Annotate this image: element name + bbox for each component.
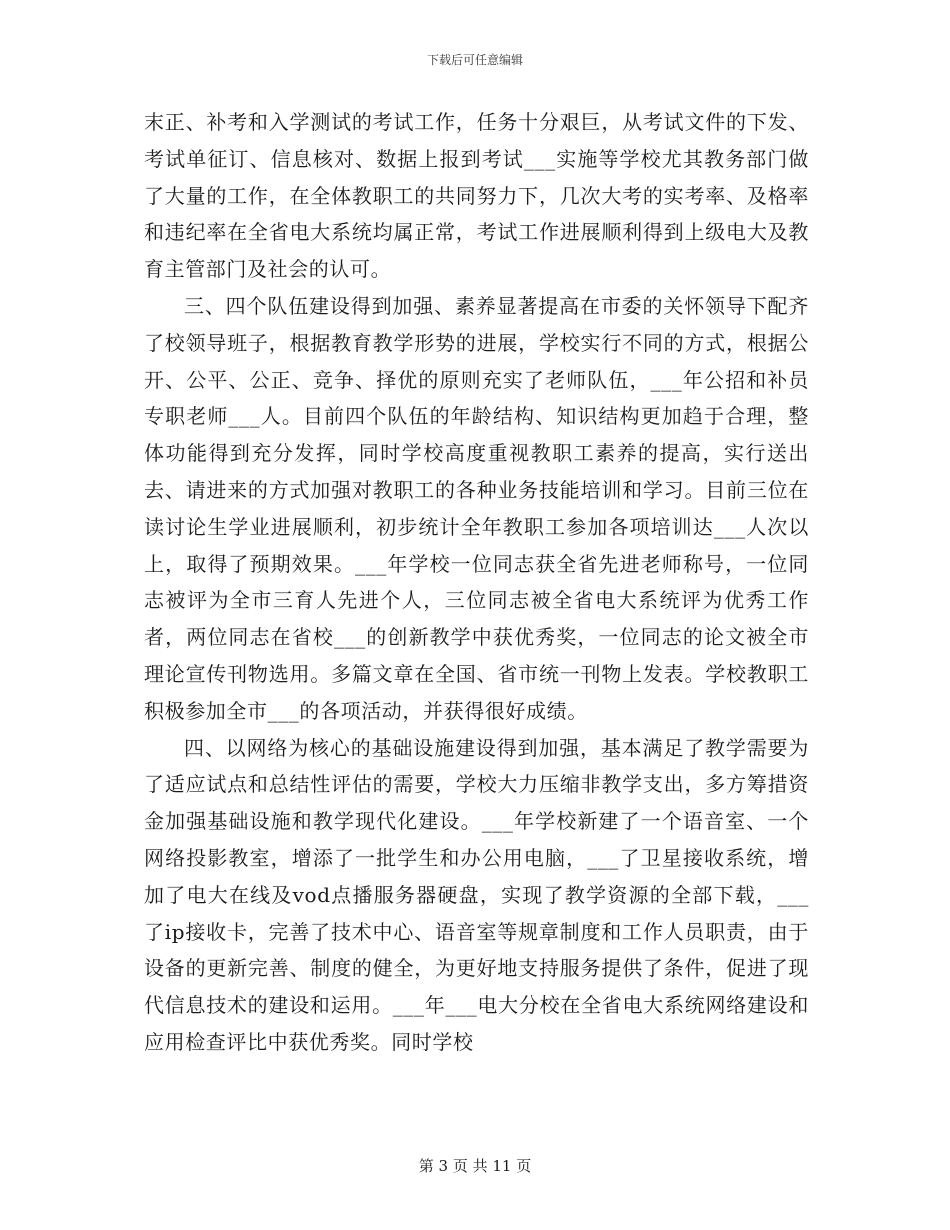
paragraph-team-building: 三、四个队伍建设得到加强、素养显著提高在市委的关怀领导下配齐了校领导班子，根据教育教学形势的进展，学校实行不同的方式，根据公开、公平、公正、竞争、择优的原则充实了老师队伍，___年公招和补员专职老师___人。目前四个队伍的年龄结构、知识结构更加趋于合理，整体功能得到充分发挥，同时学校高度重视教职工素养的提高，实行送出去、请进来的方式加强对教职工的各种业务技能培训和学习。目前三位在读讨论生学业进展顺利，初步统计全年教职工参加各项培训达___人次以上，取得了预期效果。___年学校一位同志获全省先进老师称号，一位同志被评为全市三育人先进个人，三位同志被全省电大系统评为优秀工作者，两位同志在省校___的创新教学中获优秀奖，一位同志的论文被全市理论宣传刊物选用。多篇文章在全国、省市统一刊物上发表。学校教职工积极参加全市___的各项活动，并获得很好成绩。 <box>144 293 809 723</box>
paragraph-exam-work: 末正、补考和入学测试的考试工作，任务十分艰巨，从考试文件的下发、考试单征订、信息核对、数据上报到考试___实施等学校尤其教务部门做了大量的工作，在全体教职工的共同努力下，几次大考的实考率、及格率和违纪率在全省电大系统均属正常，考试工作进展顺利得到上级电大及教育主管部门及社会的认可。 <box>144 110 809 282</box>
document-body <box>144 104 809 1061</box>
page-header-note: 下载后可任意编辑 <box>426 53 523 67</box>
page-number: 第 3 页 共 11 页 <box>418 1157 532 1175</box>
paragraph-infrastructure: 四、以网络为核心的基础设施建设得到加强，基本满足了教学需要为了适应试点和总结性评估的需要，学校大力压缩非教学支出，多方筹措资金加强基础设施和教学现代化建设。___年学校新建了一个语音室、一个网络投影教室，增添了一批学生和办公用电脑，___了卫星接收系统，增加了电大在线及vod点播服务器硬盘，实现了教学资源的全部下载，___了ip接收卡，完善了技术中心、语音室等规章制度和工作人员职责，由于设备的更新完善、制度的健全，为更好地支持服务提供了条件，促进了现代信息技术的建设和运用。___年___电大分校在全省电大系统网络建设和应用检查评比中获优秀奖。同时学校 <box>144 735 809 1054</box>
